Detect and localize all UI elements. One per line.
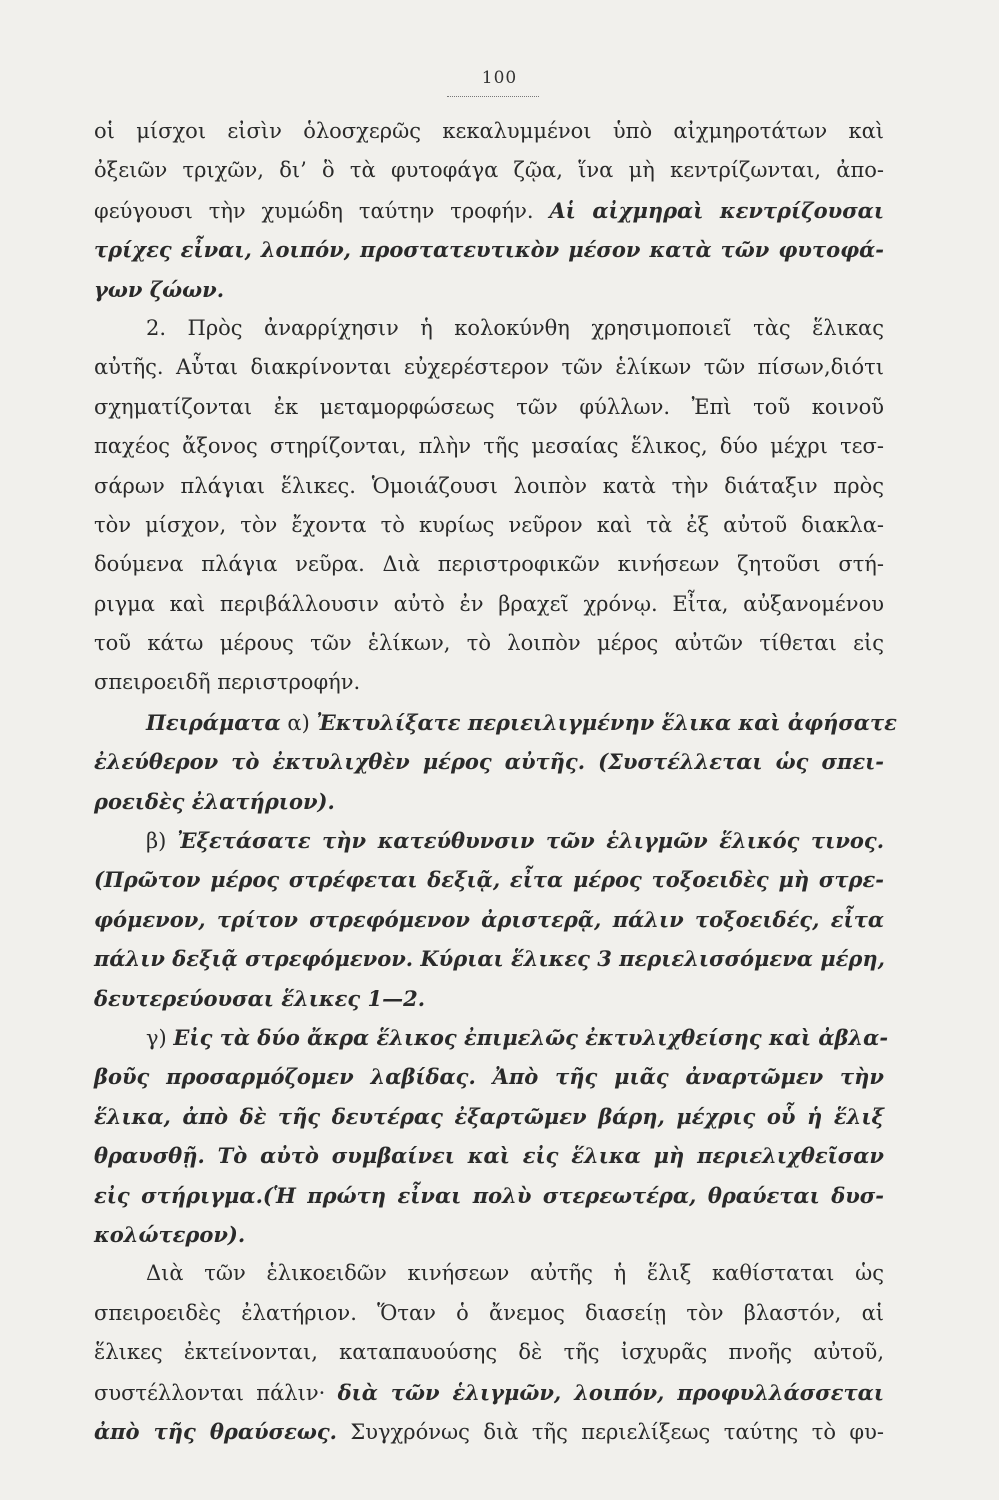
text-line [94, 742, 884, 781]
emphasis-text: εἰς στήριγμα.(Ἡ πρώτη εἶναι πολὺ στερεωτέρα, θραύεται δυσ- [94, 1182, 884, 1208]
text-line: ἕλικες ἐκτείνονται, καταπαυούσης δὲ τῆς ἰσχυρᾶς πνοῆς αὐτοῦ, [94, 1340, 884, 1365]
text-line: σάρων πλάγιαι ἕλικες. Ὁμοιάζουσι λοιπὸν κατὰ τὴν διάταξιν πρὸς [94, 473, 884, 498]
text-line [94, 782, 884, 821]
text-line: ριγμα καὶ περιβάλλουσιν αὐτὸ ἐν βραχεῖ χρόνῳ. Εἶτα, αὐξανομένου [94, 591, 884, 616]
text-line: οἱ μίσχοι εἰσὶν ὁλοσχερῶς κεκαλυμμένοι ὑπὸ αἰχμηροτάτων καὶ [94, 119, 884, 143]
text-line: παχέος ἄξονος στηρίζονται, πλὴν τῆς μεσαίας ἕλικος, δύο μέχρι τεσ- [94, 434, 884, 459]
emphasis-text: δευτερεύουσαι ἕλικες 1—2. [94, 985, 426, 1011]
emphasis-text: (Πρῶτον μέρος στρέφεται δεξιᾷ, εἶτα μέρος τοξοειδὲς μὴ στρε- [94, 867, 884, 893]
text-line [94, 1097, 884, 1136]
text-line [94, 1136, 884, 1175]
emphasis-text: φόμενον, τρίτον στρεφόμενον ἀριστερᾷ, πάλιν τοξοειδές, εἶτα [94, 906, 884, 932]
text-line: δούμενα πλάγια νεῦρα. Διὰ περιστροφικῶν κινήσεων ζητοῦσι στή- [94, 552, 884, 577]
text-line [94, 900, 884, 939]
text-line [94, 860, 884, 899]
emphasis-text: ροειδὲς ἐλατήριον). [94, 788, 335, 814]
page-number: 100 [481, 68, 518, 88]
emphasis-text: κολώτερον). [94, 1221, 246, 1247]
text-line: 2. Πρὸς ἀναρρίχησιν ἡ κολοκύνθη χρησιμοποιεῖ τὰς ἕλικας [146, 315, 884, 340]
header-rule [447, 96, 539, 97]
emphasis-text: πάλιν δεξιᾷ στρεφόμενον. Κύριαι ἕλικες 3 περιελισσόμενα μέρη, [94, 946, 885, 972]
text-line: σπειροειδὲς ἐλατήριον. Ὅταν ὁ ἄνεμος διασείῃ τὸν βλαστόν, αἱ [94, 1300, 884, 1325]
emphasis-text: Αἱ αἰχμηραὶ κεντρίζουσαι [549, 197, 885, 223]
emphasis-text: Εἰς τὰ δύο ἄκρα ἕλικος ἐπιμελῶς ἐκτυλιχθείσης καὶ ἀβλα- [173, 1024, 889, 1050]
emphasis-text: βοῦς προσαρμόζομεν λαβίδας. Ἀπὸ τῆς μιᾶς ἀναρτῶμεν τὴν [94, 1064, 884, 1090]
emphasis-text: ἐλεύθερον τὸ ἐκτυλιχθὲν μέρος αὐτῆς. (Συστέλλεται ὡς σπει- [94, 749, 884, 775]
emphasis-text: ἕλικα, ἀπὸ δὲ τῆς δευτέρας ἐξαρτῶμεν βάρη, μέχρις οὗ ἡ ἕλιξ [94, 1103, 884, 1129]
text-line: τὸν μίσχον, τὸν ἔχοντα τὸ κυρίως νεῦρον καὶ τὰ ἐξ αὐτοῦ διακλα- [94, 512, 884, 537]
emphasis-text: Ἐξετάσατε τὴν κατεύθυνσιν τῶν ἑλιγμῶν ἕλικός τινος. [177, 828, 885, 854]
emphasis-text: διὰ τῶν ἑλιγμῶν, λοιπόν, προφυλλάσσεται [337, 1379, 884, 1405]
text-line [94, 1215, 884, 1254]
text-line [94, 939, 884, 978]
text-line: συστέλλονται πάλιν· διὰ τῶν ἑλιγμῶν, λοιπόν, προφυλλάσσεται [94, 1379, 884, 1405]
emphasis-text: ἀπὸ τῆς θραύσεως. [94, 1418, 337, 1444]
text-line: φεύγουσι τὴν χυμώδη ταύτην τροφήν. Αἱ αἰχμηραὶ κεντρίζουσαι [94, 197, 885, 223]
text-line: ὀξειῶν τριχῶν, δι’ ὃ τὰ φυτοφάγα ζῷα, ἵνα μὴ κεντρίζωνται, ἀπο- [94, 158, 884, 183]
text-line: ἀπὸ τῆς θραύσεως. Συγχρόνως διὰ τῆς περιελίξεως ταύτης τὸ φυ- [94, 1418, 884, 1444]
text-line: σχηματίζονται ἐκ μεταμορφώσεως τῶν φύλλων. Ἐπὶ τοῦ κοινοῦ [94, 394, 884, 419]
text-line [94, 230, 884, 269]
emphasis-text: τρίχες εἶναι, λοιπόν, προστατευτικὸν μέσον κατὰ τῶν φυτοφά- [94, 237, 884, 263]
text-line [94, 270, 884, 309]
emphasis-text: θραυσθῇ. Τὸ αὐτὸ συμβαίνει καὶ εἰς ἕλικα μὴ περιελιχθεῖσαν [94, 1143, 884, 1169]
text-line [94, 1057, 884, 1096]
text-line [94, 1176, 884, 1215]
text-line: αὐτῆς. Αὗται διακρίνονται εὐχερέστερον τῶν ἑλίκων τῶν πίσων,διότι [94, 355, 884, 380]
text-line: β) Ἐξετάσατε τὴν κατεύθυνσιν τῶν ἑλιγμῶν ἕλικός τινος. [146, 828, 885, 854]
text-line [94, 979, 884, 1018]
text-line: γ) Εἰς τὰ δύο ἄκρα ἕλικος ἐπιμελῶς ἐκτυλιχθείσης καὶ ἀβλα- [146, 1024, 889, 1050]
text-line: Διὰ τῶν ἑλικοειδῶν κινήσεων αὐτῆς ἡ ἕλιξ καθίσταται ὡς [146, 1261, 884, 1286]
emphasis-text: γων ζώων. [94, 276, 225, 302]
emphasis-text: Ἐκτυλίξατε περιειλιγμένην ἕλικα καὶ ἀφήσατε [316, 709, 897, 735]
text-line: τοῦ κάτω μέρους τῶν ἑλίκων, τὸ λοιπὸν μέρος αὐτῶν τίθεται εἰς [94, 631, 884, 656]
body-text [94, 112, 897, 1451]
text-line: Πειράματα α) Ἐκτυλίξατε περιειλιγμένην ἕλικα καὶ ἀφήσατε [146, 709, 897, 735]
emphasis-text: Πειράματα [146, 709, 281, 735]
text-line: σπειροειδῆ περιστροφήν. [94, 670, 361, 695]
